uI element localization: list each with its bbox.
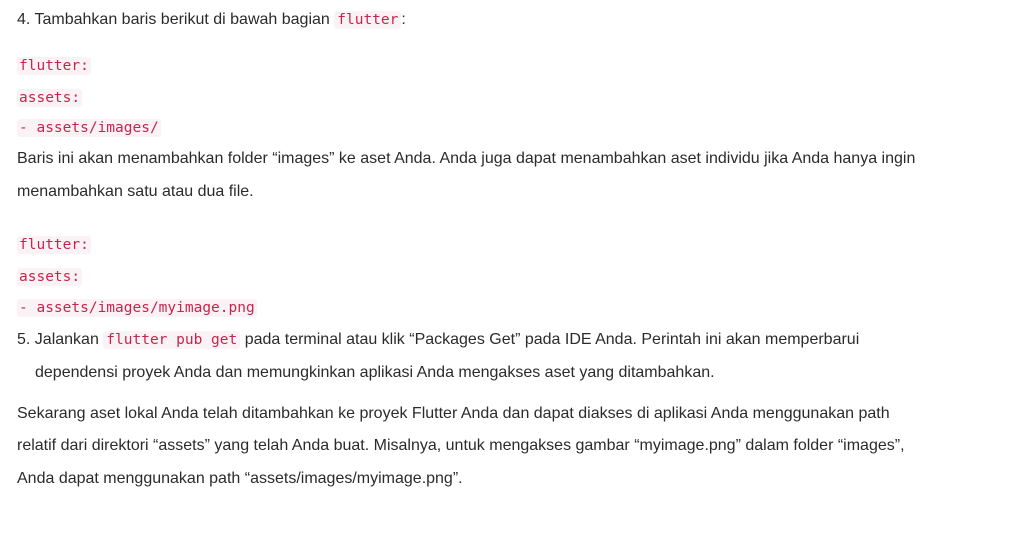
paragraph-1-line-2: menambahkan satu atau dua file. bbox=[17, 183, 254, 200]
code-text: - assets/images/ bbox=[19, 120, 159, 136]
step-4-colon: : bbox=[401, 11, 406, 28]
code-text: flutter: bbox=[19, 58, 89, 74]
code-text: assets: bbox=[19, 90, 81, 106]
step-4-text: Tambahkan baris berikut di bawah bagian bbox=[34, 11, 330, 28]
step-4 bbox=[17, 9, 406, 31]
paragraph-1-line-1: Baris ini akan menambahkan folder “images” ke aset Anda. Anda juga dapat menambahkan aset individu jika Anda hanya ingin bbox=[17, 150, 916, 167]
code-line bbox=[17, 87, 82, 109]
code-line bbox=[17, 117, 161, 139]
step-5-text-after: pada terminal atau klik “Packages Get” pada IDE Anda. Perintah ini akan memperbarui bbox=[244, 331, 860, 348]
paragraph-2-line-1: Sekarang aset lokal Anda telah ditambahkan ke proyek Flutter Anda dan dapat diakses di aplikasi Anda menggunakan path bbox=[17, 405, 890, 422]
code-line bbox=[17, 266, 82, 288]
code-text: assets: bbox=[19, 269, 81, 285]
paragraph-2-line-3: Anda dapat menggunakan path “assets/images/myimage.png”. bbox=[17, 470, 463, 487]
code-line bbox=[17, 297, 257, 319]
step-5 bbox=[17, 329, 859, 351]
step-5-text: Jalankan bbox=[34, 331, 99, 348]
paragraph-2-line-2: relatif dari direktori “assets” yang telah Anda buat. Misalnya, untuk mengakses gambar “myimage.png” dalam folder “images”, bbox=[17, 437, 905, 454]
code-line bbox=[17, 55, 91, 77]
step-4-number: 4. bbox=[17, 11, 31, 28]
code-text: - assets/images/myimage.png bbox=[19, 300, 255, 316]
step-5-number: 5. bbox=[17, 331, 31, 348]
inline-code-flutter-pub-get: flutter pub get bbox=[103, 331, 240, 349]
code-text: flutter: bbox=[19, 237, 89, 253]
step-5-line-2: dependensi proyek Anda dan memungkinkan aplikasi Anda mengakses aset yang ditambahkan. bbox=[35, 364, 715, 381]
inline-code-flutter: flutter bbox=[334, 11, 401, 29]
code-line bbox=[17, 234, 91, 256]
